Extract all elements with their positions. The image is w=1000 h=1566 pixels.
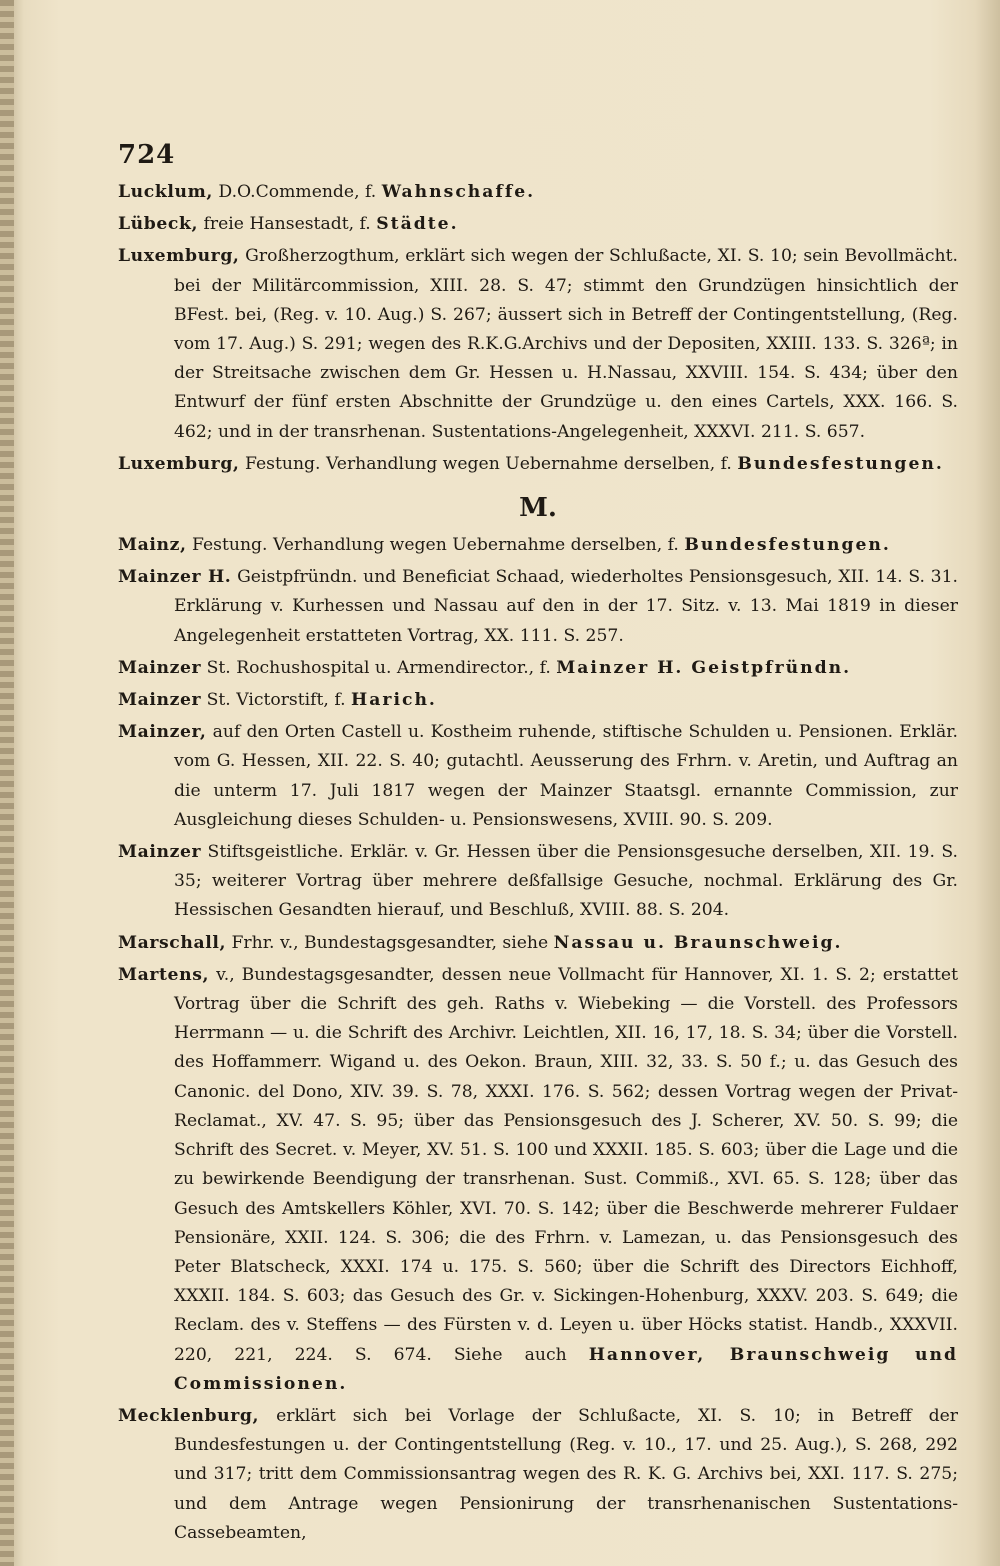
entry-text: auf den Orten Castell u. Kostheim ruhende, stiftische Schulden u. Pensionen. Erklär. vom G. Hessen, XII. 22. S. 40; gutachtl. Aeusserung des Frhrn. v. Aretin, und Auftrag an die unterm 17. Juli 1817 wegen der Mainzer Staatsgl. ernannte Commission, zur Ausgleichung dieses Schulden- u. Pensionswesens, XVIII. 90. S. 209. [174,722,958,830]
index-entry [118,531,958,560]
index-entry [118,838,958,926]
index-entry [118,242,958,446]
book-spine-edge [0,0,14,1566]
entry-cross-reference: Harich. [351,690,437,711]
entry-text: erklärt sich bei Vorlage der Schlußacte, XI. S. 10; in Betreff der Bundesfestungen u. der Contingentstellung (Reg. v. 10., 17. und 25. Aug.), S. 268, 292 und 317; tritt dem Commissionsantrag wegen des R. K. G. Archivs bei, XXI. 117. S. 275; und dem Antrage wegen Pensionirung der transrhenanischen Sustentations-Cassebeamten, [174,1405,958,1543]
entry-headword: Mecklenburg, [118,1405,260,1426]
entry-text: Stiftsgeistliche. Erklär. v. Gr. Hessen über die Pensionsgesuche derselben, XII. 19. S. 35; weiterer Vortrag über mehrere deßfallsige Gesuche, nochmal. Erklärung des Gr. Hessischen Gesandten hierauf, und Beschluß, XVIII. 88. S. 204. [174,842,958,921]
entries-m [118,531,958,1548]
entry-headword: Luxemburg, [118,246,240,267]
index-entry [118,210,958,239]
index-entry [118,961,958,1399]
entry-headword: Mainzer H. [118,567,232,588]
entry-headword: Mainzer [118,842,202,863]
index-entry [118,178,958,207]
entry-text: St. Rochushospital u. Armendirector., f. [201,657,557,678]
entry-text: Geistpfründn. und Beneficiat Schaad, wiederholtes Pensionsgesuch, XII. 14. S. 31. Erklärung v. Kurhessen und Nassau auf den in der 17. Sitz. v. 13. Mai 1819 in dieser Angelegenheit erstatteten Vortrag, XX. 111. S. 257. [174,567,958,646]
entry-headword: Lucklum, [118,182,213,202]
entry-cross-reference: Mainzer H. Geistpfründn. [556,657,852,678]
entry-cross-reference: Hannover, Braunschweig und Commissionen. [174,1344,958,1394]
entry-text: Festung. Verhandlung wegen Uebernahme derselben, f. [239,453,738,474]
entry-headword: Mainzer [118,690,202,711]
entry-cross-reference: Städte. [376,214,459,235]
page-content [118,140,958,1551]
entry-text: v., Bundestagsgesandter, dessen neue Vollmacht für Hannover, XI. 1. S. 2; erstattet Vortrag über die Schrift des geh. Raths v. Wiebeking — die Vorstell. des Professors Herrmann — u. die Schrift des Archivr. Leichtlen, XII. 16, 17, 18. S. 34; über die Vorstell. des Hoffammerr. Wigand u. des Oekon. Braun, XIII. 32, 33. S. 50 f.; u. das Gesuch des Canonic. del Dono, XIV. 39. S. 78, XXXI. 176. S. 562; dessen Vortrag wegen der Privat-Reclamat., XV. 47. S. 95; über das Pensionsgesuch des J. Scherer, XV. 50. S. 99; die Schrift des Secret. v. Meyer, XV. 51. S. 100 und XXXII. 185. S. 603; über die Lage und die zu bewirkende Beendigung der transrhenan. Sust. Commiß., XVI. 65. S. 128; über das Gesuch des Amtskellers Köhler, XVI. 70. S. 142; über die Beschwerde mehrerer Fuldaer Pensionäre, XXII. 124. S. 306; die des Frhrn. v. Lamezan, u. das Pensionsgesuch des Peter Blatscheck, XXXI. 174 u. 175. S. 560; über die Schrift des Directors Eichhoff, XXXII. 184. S. 603; das Gesuch des Gr. v. Sickingen-Hohenburg, XXXV. 203. S. 649; die Reclam. des v. Steffens — des Fürsten v. d. Leyen u. über Höcks statist. Handb., XXXVII. 220, 221, 224. S. 674. Siehe auch [174,964,958,1365]
entry-cross-reference: Nassau u. Braunschweig. [553,932,843,953]
entry-headword: Mainzer, [118,722,207,743]
entries-l [118,178,958,479]
entry-cross-reference: Wahnschaffe. [381,182,536,202]
entry-headword: Luxemburg, [118,453,240,474]
entry-headword: Marschall, [118,932,227,953]
entry-cross-reference: Bundesfestungen. [684,535,891,556]
entry-headword: Mainz, [118,535,187,556]
entry-text: Frhr. v., Bundestagsgesandter, siehe [226,932,554,953]
entry-headword: Lübeck, [118,214,199,235]
entry-text: D.O.Commende, f. [212,182,382,202]
index-entry [118,563,958,651]
entry-headword: Martens, [118,964,210,985]
index-entry [118,1402,958,1548]
index-entry [118,654,958,683]
page-number: 724 [118,140,176,170]
entry-text: Großherzogthum, erklärt sich wegen der Schlußacte, XI. S. 10; sein Bevollmächt. bei der Militärcommission, XIII. 28. S. 47; stimmt den Grundzügen hinsichtlich der BFest. bei, (Reg. v. 10. Aug.) S. 267; äussert sich in Betreff der Contingentstellung, (Reg. vom 17. Aug.) S. 291; wegen des R.K.G.Archivs und der Depositen, XXIII. 133. S. 326ª; in der Streitsache zwischen dem Gr. Hessen u. H.Nassau, XXVIII. 154. S. 434; über den Entwurf der fünf ersten Abschnitte der Grundzüge u. den eines Cartels, XXX. 166. S. 462; und in der transrhenan. Sustentations-Angelegenheit, XXXVI. 211. S. 657. [174,246,958,442]
entry-cross-reference: Bundesfestungen. [737,453,944,474]
index-entry [118,718,958,835]
entry-headword: Mainzer [118,657,202,678]
index-entry [118,686,958,715]
section-letter: M. [519,493,557,524]
entry-text: Festung. Verhandlung wegen Uebernahme derselben, f. [186,535,685,556]
index-entry [118,450,958,479]
index-entry [118,929,958,958]
entry-text: St. Victorstift, f. [201,690,352,711]
entry-text: freie Hansestadt, f. [198,214,377,235]
